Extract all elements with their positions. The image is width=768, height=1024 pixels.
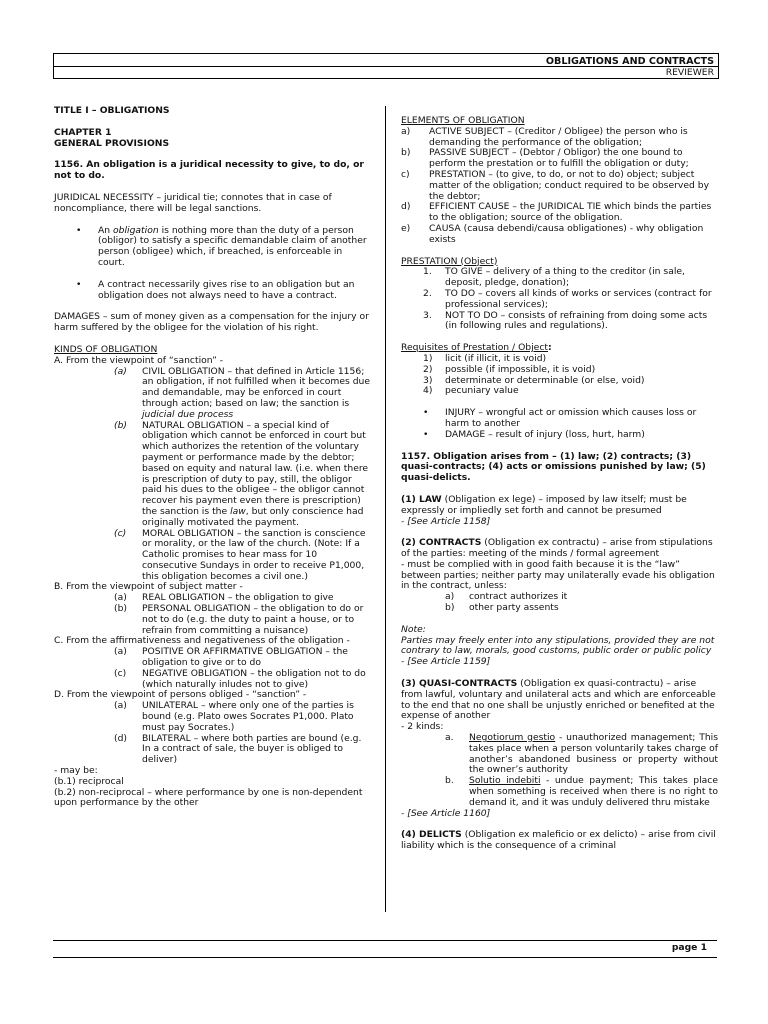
bullet-icon: • — [76, 278, 82, 290]
section-b-heading: B. From the viewpoint of subject matter - — [54, 581, 243, 593]
chapter-heading: CHAPTER 1 — [54, 126, 112, 138]
list-item: (a) POSITIVE OR AFFIRMATIVE OBLIGATION – the obligation to give or to do — [114, 646, 348, 669]
juridical-necessity: JURIDICAL NECESSITY – juridical tie; connotes that in case of noncompliance, there will be legal sanctions. — [54, 191, 332, 214]
list-item: 1) licit (if illicit, it is void) — [423, 352, 547, 364]
column-divider — [385, 106, 386, 912]
article-1159-ref: - [See Article 1159] — [401, 656, 491, 668]
list-item: • An obligation is nothing more than the duty of a person (obligor) to satisfy a specific demandable claim of another person (obligee) which, if breached, is enforceable in court. — [76, 224, 367, 268]
requisites-list — [423, 354, 718, 397]
elements-heading: ELEMENTS OF OBLIGATION — [401, 115, 525, 126]
list-item: (c) NEGATIVE OBLIGATION – the obligation not to do (which naturally inludes not to give) — [114, 667, 366, 690]
list-item: 4) pecuniary value — [423, 385, 519, 397]
bullet-icon: • — [423, 407, 429, 419]
list-item: (b) PERSONAL OBLIGATION – the obligation to do or not to do (e.g. the duty to paint a house, or to refrain from committing a nuisance) — [114, 603, 364, 636]
may-be-label: - may be: — [54, 765, 98, 777]
list-item: • A contract necessarily gives rise to an obligation but an obligation does not always need to have a contract. — [76, 278, 355, 301]
article-1160-ref: - [See Article 1160] — [401, 807, 491, 819]
list-item: 2. TO DO – covers all kinds of works or services (contract for professional services); — [423, 287, 712, 310]
list-item: 3. NOT TO DO – consists of refraining from doing some acts (in following rules and regulations). — [423, 309, 708, 332]
prestation-list — [423, 267, 718, 332]
list-item: (c) MORAL OBLIGATION – the sanction is conscience or morality, or the law of the church. (Note: If a Catholic promises to hear mass for 10 consecutive Sundays in order to receive P1,000, this obligation becomes a civil one.) — [114, 527, 366, 582]
law-paragraph: (1) LAW (Obligation ex lege) – imposed by law itself; must be expressly or impliedly set forth and cannot be presumed — [401, 493, 687, 516]
list-item: • INJURY – wrongful act or omission which causes loss or harm to another — [423, 407, 697, 429]
section-a-heading: A. From the viewpoint of “sanction” - — [54, 354, 224, 366]
bullet-icon: • — [423, 428, 429, 440]
document-header — [53, 53, 719, 79]
contracts-paragraph: (2) CONTRACTS (Obligation ex contractu) – arise from stipulations of the parties: meeting of the minds / formal agreement — [401, 537, 713, 560]
list-item: d) EFFICIENT CAUSE – the JURIDICAL TIE which binds the parties to the obligation; source of the obligation. — [401, 201, 712, 224]
list-item: (b) NATURAL OBLIGATION – a special kind of obligation which cannot be enforced in court but which authorizes the retention of the voluntary payment or performance made by the debtor; based on equity and natural law. (i.e. when there is prescription of duty to pay, still, the obligor paid his dues to the obligee – the obligor cannot recover his payment even there is prescription) the sanction is the law, but only conscience had originally motivated the payment. — [114, 419, 369, 528]
list-item: a) contract authorizes it — [445, 591, 568, 603]
article-1158-ref: - [See Article 1158] — [401, 515, 491, 527]
list-item: • DAMAGE – result of injury (loss, hurt, harm) — [423, 428, 645, 440]
article-1157: 1157. Obligation arises from – (1) law; (2) contracts; (3) quasi-contracts; (4) acts or omissions punished by law; (5) quasi-delicts. — [401, 450, 706, 484]
title-heading: TITLE I – OBLIGATIONS — [54, 105, 170, 116]
damages-definition: DAMAGES – sum of money given as a compensation for the injury or harm suffered by the obligee for the violation of his right. — [54, 311, 369, 334]
note-heading: Note: — [401, 623, 426, 635]
list-item: (a) CIVIL OBLIGATION – that defined in Article 1156; an obligation, if not fulfilled when it becomes due and demandable, may be enforced in court through action; based on law; the sanction is judicial due process — [114, 365, 370, 420]
list-item: b) other party assents — [445, 602, 559, 614]
section-d-heading: D. From the viewpoint of persons obliged - “sanction” - — [54, 689, 307, 701]
section-c-heading: C. From the affirmativeness and negativeness of the obligation - — [54, 635, 350, 647]
article-1156: 1156. An obligation is a juridical necessity to give, to do, or not to do. — [54, 159, 364, 182]
list-item: (a) UNILATERAL – where only one of the parties is bound (e.g. Plato owes Socrates P1,000. Plato must pay Socrates.) — [114, 700, 354, 733]
quasi-kinds-label: - 2 kinds: — [401, 721, 444, 733]
prestation-heading: PRESTATION (Object) — [401, 255, 498, 267]
right-column — [401, 106, 718, 852]
reciprocal-item: (b.1) reciprocal — [54, 775, 124, 787]
header-subtitle: REVIEWER — [665, 67, 714, 78]
list-item: (d) BILATERAL – where both parties are bound (e.g. In a contract of sale, the buyer is obliged to deliver) — [114, 732, 362, 766]
note-text: Parties may freely enter into any stipulations, provided they are not contrary to law, morals, good customs, public order or public policy — [401, 634, 715, 657]
document-footer — [53, 940, 717, 958]
chapter-name: GENERAL PROVISIONS — [54, 137, 170, 149]
left-column — [54, 106, 370, 809]
kinds-heading: KINDS OF OBLIGATION — [54, 343, 158, 355]
non-reciprocal-item: (b.2) non-reciprocal – where performance by one is non-dependent upon performance by the other — [54, 786, 363, 809]
list-item: c) PRESTATION – (to give, to do, or not to do) object; subject matter of the obligation; conduct required to be observed by the debtor; — [401, 168, 710, 202]
list-item: 2) possible (if impossible, it is void) — [423, 363, 596, 375]
list-item: a. Negotiorum gestio - unauthorized management; This takes place when a person voluntarily takes charge of another’s abandoned business or property without the owner’s authority — [445, 732, 718, 776]
list-item: (a) REAL OBLIGATION – the obligation to give — [114, 592, 334, 604]
delicts-paragraph: (4) DELICTS (Obligation ex maleficio or ex delicto) – arise from civil liability which is the consequence of a criminal — [401, 829, 716, 852]
contracts-list — [445, 592, 718, 614]
elements-list — [401, 127, 718, 246]
list-item: a) ACTIVE SUBJECT – (Creditor / Obligee) the person who is demanding the performance of the obligation; — [401, 125, 688, 148]
list-item: b. Solutio indebiti - undue payment; This takes place when something is received when there is no right to demand it, and it was unduly delivered thru mistake — [445, 775, 718, 808]
quasi-contracts-paragraph: (3) QUASI-CONTRACTS (Obligation ex quasi-contractu) – arise from lawful, voluntary and unilateral acts and which are enforceable to the end that no one shall be unjustly enriched or benefited at the expense of another — [401, 678, 716, 722]
header-divider — [54, 66, 718, 67]
requisites-heading: Requisites of Prestation / Object: — [401, 342, 552, 354]
bullet-icon: • — [76, 224, 82, 236]
page-number: page 1 — [671, 942, 707, 953]
list-item: b) PASSIVE SUBJECT – (Debtor / Obligor) the one bound to perform the prestation or to fulfill the obligation or duty; — [401, 147, 689, 170]
header-title: OBLIGATIONS AND CONTRACTS — [545, 56, 714, 67]
contracts-paragraph-2: - must be complied with in good faith because it is the “law” between parties; neither party may unilaterally evade his obligation in the contract, unless: — [401, 558, 715, 592]
list-item: 1. TO GIVE – delivery of a thing to the creditor (in sale, deposit, pledge, donation); — [423, 266, 685, 289]
list-item: e) CAUSA (causa debendi/causa obligationes) - why obligation exists — [401, 222, 704, 245]
list-item: 3) determinate or determinable (or else, void) — [423, 374, 645, 386]
